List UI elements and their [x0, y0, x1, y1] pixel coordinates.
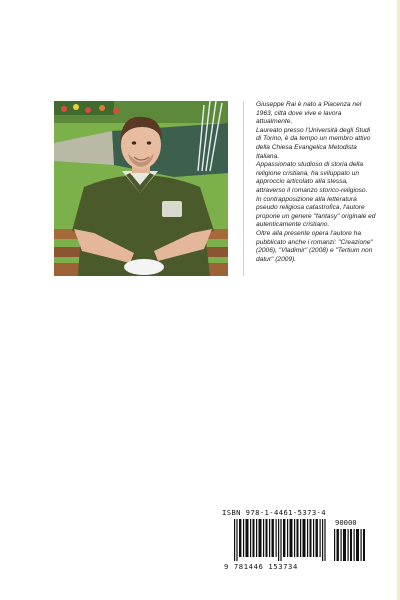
- bio-paragraph: Laureato presso l'Università degli Studi di Torino, è da tempo un membro attivo della Chiesa Evangelica Metodista Italiana.: [256, 126, 371, 160]
- barcode-addon-digits: 90000: [335, 518, 357, 527]
- bio-paragraph: Appassionato studioso di storia della religione cristiana, ha sviluppato un approccio articolato alla stessa, attraverso il romanzo storico-religioso.: [256, 161, 368, 194]
- isbn-label: ISBN 978-1-4461-5373-4: [222, 508, 326, 517]
- author-photo: [54, 101, 228, 276]
- bio-paragraph: Giuseppe Rai è nato a Piacenza nel 1963, città dove vive e lavora attualmente.: [256, 101, 362, 126]
- isbn-barcode: [222, 508, 368, 570]
- author-bio: [256, 101, 376, 264]
- column-divider: [243, 101, 244, 276]
- bio-paragraph: In contrapposizione alla letteratura pseudo religiosa catastrofica, l'autore propone un genere "fantasy" originale ed autenticamente cristiano.: [256, 195, 376, 229]
- barcode-human-readable: 9 781446 153734: [224, 562, 298, 571]
- author-portrait-icon: [54, 101, 228, 276]
- bio-paragraph: Oltre alla presente opera l'autore ha pubblicato anche i romanzi: "Creazione" (2006), "Vladimir" (2008) e "Tertium non datur" (2009).: [256, 229, 373, 263]
